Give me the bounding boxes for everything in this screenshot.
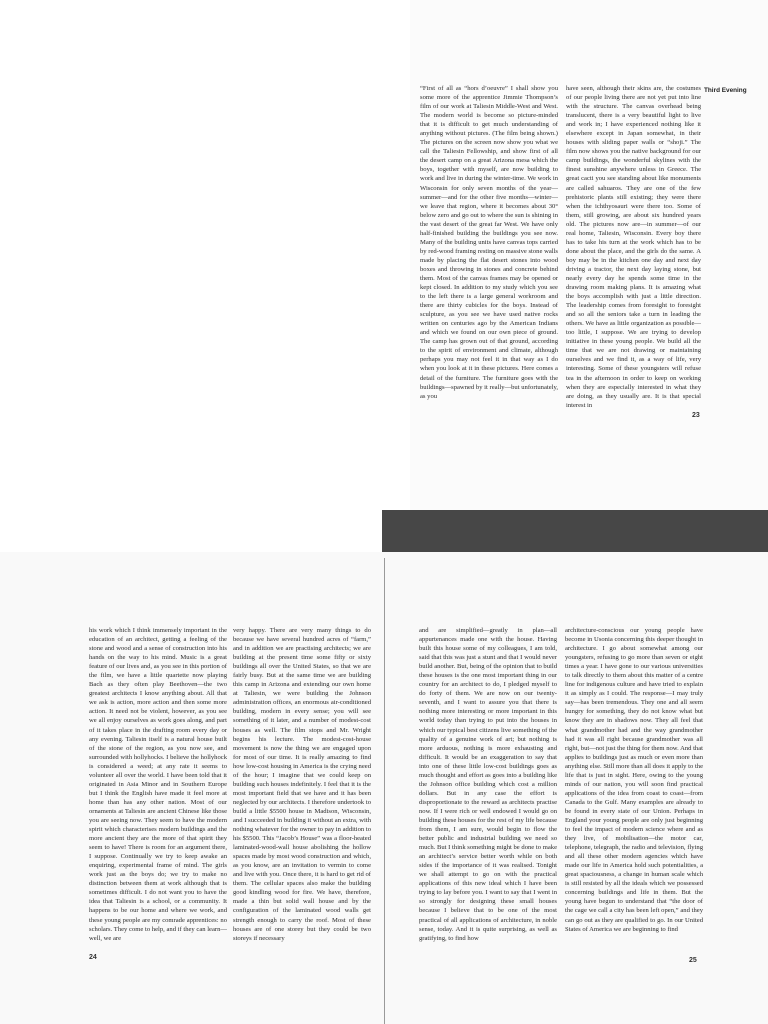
page-23-column-1 bbox=[420, 84, 558, 400]
book-spine bbox=[384, 558, 385, 1024]
page-25-column-1 bbox=[419, 626, 557, 942]
page-number-23: 23 bbox=[692, 412, 700, 419]
page-23 bbox=[410, 0, 768, 510]
page-25-column-2 bbox=[565, 626, 703, 933]
blank-page-22 bbox=[0, 0, 410, 510]
page-number-24: 24 bbox=[89, 954, 97, 961]
page-24-column-2 bbox=[233, 626, 371, 942]
page-25-text-2: architecture-conscious our young people have become in Usonia concerning this deeper thought in architecture. I go about somewhat among our youngsters, refusing to go more than seven or eight times a year. I have gone to our various universities to talk directly to them about this matter of a centre line for indigenous culture and have tried to explain it as simply as I could. The response—I may truly say—has been tremendous. They one and all seem hungry for something, they do not know what but know they are in shadows now. They all feel that what grandmother had and the way grandmother had it was all right because grandmother was all right, but—not just the thing for them now. And that applies to buildings just as much or even more than anything else. Still more than all does it apply to the life that is just in sight. Here, owing to the young minds of our nation, you will soon find practical applications of the idea from coast to coast—from Canada to the Gulf. Many examples are already to be found in every state of our Union. Perhaps in England your young people are only just beginning to feel the impact of modern science where and as they live, of mobilisation—the motor car, telephone, telegraph, the radio and television, flying and all these other modern agencies which have made our life in America hold such potentialities, a great spaciousness, a change in human scale which is still resisted by all the ideals which we possessed concerning buildings and life in them. But the young have begun to understand that “the door of the cage we call a city has been left open,” and they can go out as they are qualified to go. In our United States of America we are beginning to find bbox=[565, 627, 703, 933]
page-25-text-1: and are simplified—greatly in plan—all appurtenances made one with the house. Having built this house some of my colleagues, I am told, said that this was just a stunt and that I would never build another. But, being of the opinion that to build these houses is the one most important thing in our country for an architect to do, I pledged myself to do forty of them. We are now on our twenty-seventh, and I want to assure you that there is nothing more interesting or more important in this world today than trying to put into the houses in which our typical best citizens live something of the quality of a genuine work of art; but nothing is more arduous, nothing is more exhausting and difficult. It would be an exaggeration to say that into one of these little low-cost buildings goes as much thought and effort as goes into a building like the Johnson office building which cost a million dollars. But in any case the effort is disproportionate to the reward as architects practise now. If I were rich or well endowed I would go on building these houses for the rest of my life because from them, I am sure, would begin to flow the better public and industrial building we need so much. But I think something might be done to make an architect’s service better worth while on both sides if the importance of it was realised. Tonight we shall attempt to go on with the practical applications of this new ideal which I have been trying to lay before you. I want to say that I went in so strongly for designing these small houses because I believe that to be one of the most practical of all applications of architecture, in noble sense, today. And it is quite surprising, as well as gratifying, to find how bbox=[419, 627, 557, 942]
page-23-column-2 bbox=[566, 84, 701, 409]
page-23-text-1: “First of all as “hors d’oeuvre” I shall show you some more of the apprentice Jimmie Thompson’s film of our work at Taliesin Middle-West and West. The modern world is become so picture-minded that it is difficult to get much understanding of anything without pictures. (The film being shown.) The pictures on the screen now show you what we call the Taliesin Fellowship, and show first of all the desert camp on a great Arizona mesa which the boys, together with myself, are now building to work and live in during the winter-time. We work in Wisconsin for only seven months of the year—summer—and for the other five months—winter—we leave that region, where it becomes about 30° below zero and go out to where the sun is shining in the vast desert of the great far West. We have only half-finished building the buildings you see now. Many of the building units have canvas tops carried by red-wood framing resting on massive stone walls made by placing the flat desert stones into wood boxes and throwing in stones and concrete behind them. Most of the canvas frames may be opened or kept closed. In addition to my study which you see to the left there is a large general workroom and there are thirty cubicles for the boys. Instead of sculpture, as you see we have used native rocks written on centuries ago by the American Indians and which we found on our own piece of ground. The camp has grown out of that ground, according to the spirit of environment and climate, although perhaps you may not feel it in that way as I do when you look at it in these pictures. Here comes a detail of the furniture. The furniture goes with the buildings—spawned by it really—but unfortunately, as you bbox=[420, 85, 558, 400]
page-24-text-2: very happy. There are very many things to do because we have several hundred acres of “farm,” and in addition we are practising architects; we are building at the present time some fifty or sixty buildings all over the United States, so that we are fairly busy. But at the same time we are building this camp in Arizona and extending our own home at Taliesin, we were building the Johnson administration offices, an enormous air-conditioned building, modern in every sense; you will see something of it later, and a number of modest-cost houses as well. The film stops and Mr. Wright begins his lecture. The modest-cost-house movement is now the thing we are engaged upon for most of our time. It is really amazing to find how low-cost housing in America is the crying need of the hour; I imagine that we could keep on building such houses indefinitely. I feel that it is the most important field that we have and it has been neglected by our architects. I therefore undertook to build a little $5500 house in Madison, Wisconsin, and I succeeded in building it without an extra, with nothing whatever for the owner to pay in addition to his $5500. This “Jacob’s House” was a floor-heated laminated-wood-wall house abolishing the hollow spaces made by most wood construction and which, as you know, are an invitation to vermin to come and live with you. Once there, it is hard to get rid of them. The cellular spaces also make the building good kindling wood for fire. We have, therefore, made a thin but solid wall house and by the configuration of the laminated wood walls get strength enough to carry the roof. Most of these houses are of one storey but they could be two storeys if necessary bbox=[233, 627, 371, 942]
page-24-column-1 bbox=[89, 626, 227, 942]
page-23-text-2: have seen, although their skins are, the costumes of our people living there are not yet put into line with the structure. The canvas overhead being translucent, there is a very beautiful light to live and work in; I have experienced nothing like it elsewhere except in Japan somewhat, in their houses with sliding paper walls or “shoji.” The film now shows you the native background for our camp buildings, the wonderful skylines with the finest sunshine anywhere unless in Greece. The great cacti you see standing about like monuments are called sahuaros. They are one of the few prehistoric plants still existing; they were there when the ichthyosauri were there too. Some of them, still growing, are about six hundred years old. The pictures now are—in summer—of our real home, Taliesin, Wisconsin. Every boy there has to take his turn at the work which has to be done about the place, and the girls do the same. A boy may be in the kitchen one day and next day driving a tractor, the next day laying stone, but nearly every day he spends some time in the drawing room making plans. It is amazing what the boys accomplish with just a little direction. The leadership comes from foresight to foresight and so all the seniors take a turn in leading the others. We have as little organization as possible—too little, I suppose. We are trying to develop initiative in these young people. We build all the time that we are not drawing or maintaining ourselves and we find it, as a way of life, very interesting. Some of these youngsters will refuse tea in the afternoon in order to keep on working when they are especially interested in what they are doing, as they usually are. It is that special interest in bbox=[566, 85, 701, 409]
page-24-text-1: his work which I think immensely important in the education of an architect, getting a feeling of the stone and wood and a sense of construction into his hands on the way to his mind. Music is a great feature of our lives and, as you see in this portion of the film, we have a little quartette now playing Bach as they often play Beethoven—the two greatest architects I know anything about. All that we ask is action, more action and then some more action. It need not be violent, however, as you see we all enjoy ourselves as work goes along, and part of it takes place in the drafting room every day or any evening. Taliesin itself is a natural house built of the stone of the region, as you now see, and surrounded with hollyhocks. I believe the hollyhock is considered a weed; at any rate it seems to volunteer all over the world. I have been told that it originated in Asia Minor and in Southern Europe but I think the English have made it feel more at home than has any other nation. Most of our ornaments at Taliesin are ancient Chinese like those you are seeing now. They seem to have the modern spirit which characterises modern buildings and the more ancient they are the more of that spirit they seem to have! There is room for an argument there, I suppose. Continually we try to keep awake an enquiring, experimental frame of mind. The girls work just as the boys do; we try to make no distinction between them at work although that is sometimes difficult. I do not want you to have the idea that Taliesin is a school, or a community. It happens to be our home and where we work, and these young people are my comrade apprentices: no scholars. They come to help, and if they can learn—well, we are bbox=[89, 627, 227, 942]
page-number-25: 25 bbox=[689, 957, 697, 964]
running-head: Third Evening bbox=[704, 87, 747, 94]
